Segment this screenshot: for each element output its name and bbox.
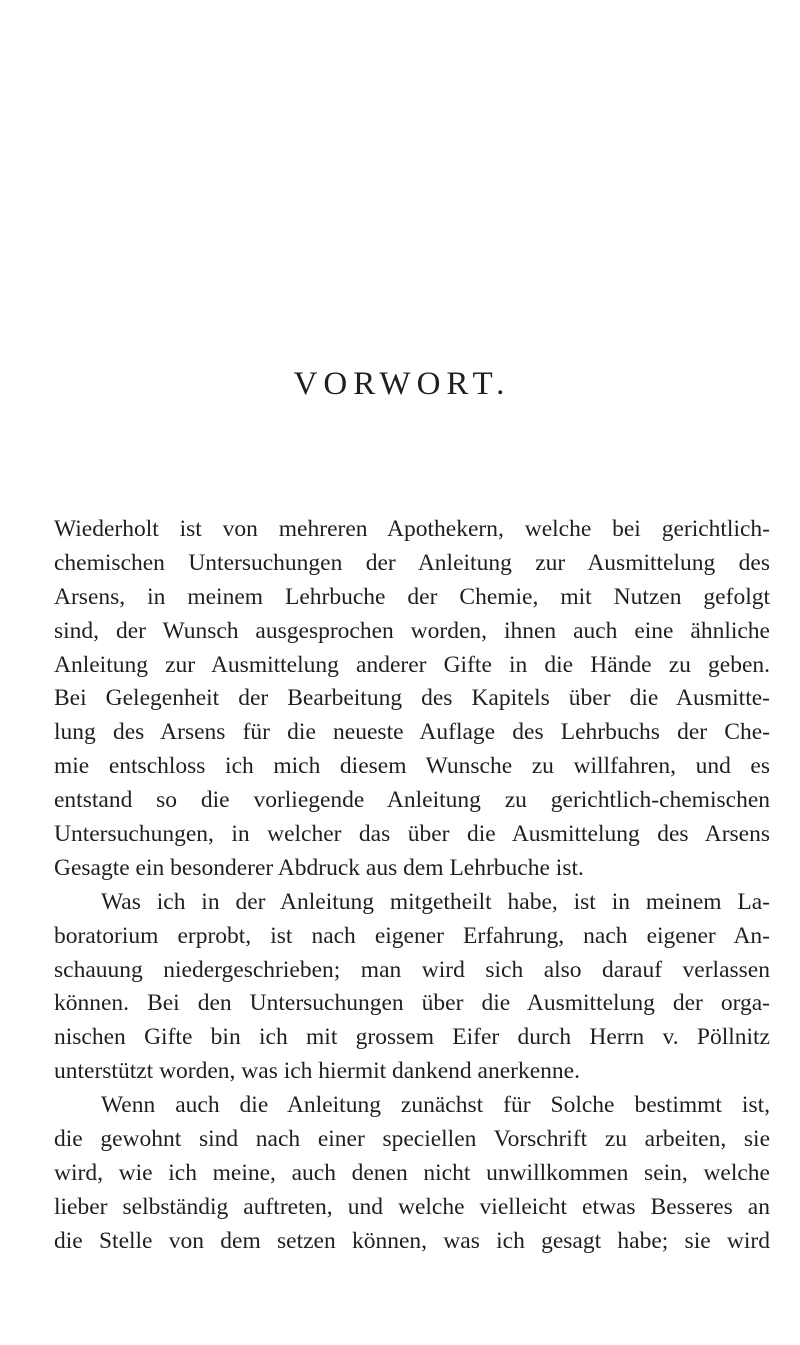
text-line: wird, wie ich meine, auch denen nicht unwillkommen sein, welche bbox=[54, 1159, 770, 1186]
text-line: lung des Arsens für die neueste Auflage des Lehrbuchs der Che- bbox=[54, 719, 770, 746]
text-line: sind, der Wunsch ausgesprochen worden, ihnen auch eine ähnliche bbox=[54, 617, 770, 644]
text-line: entstand so die vorliegende Anleitung zu gerichtlich-chemischen bbox=[54, 787, 770, 814]
text-line: Gesagte ein besonderer Abdruck aus dem Lehrbuche ist. bbox=[54, 854, 584, 881]
page-title: VORWORT. bbox=[293, 366, 511, 402]
text-line: boratorium erprobt, ist nach eigener Erfahrung, nach eigener An- bbox=[54, 922, 770, 949]
text-line: Wenn auch die Anleitung zunächst für Solche bestimmt ist, bbox=[101, 1092, 770, 1119]
text-line: lieber selbständig auftreten, und welche vielleicht etwas Besseres an bbox=[54, 1193, 770, 1220]
text-line: mie entschloss ich mich diesem Wunsche zu willfahren, und es bbox=[54, 753, 770, 780]
text-line: Wiederholt ist von mehreren Apothekern, welche bei gerichtlich- bbox=[54, 516, 770, 542]
text-line: die gewohnt sind nach einer speciellen Vorschrift zu arbeiten, sie bbox=[54, 1126, 770, 1153]
text-line: können. Bei den Untersuchungen über die Ausmittelung der orga- bbox=[54, 990, 770, 1017]
text-line: unterstützt worden, was ich hiermit dankend anerkenne. bbox=[54, 1058, 580, 1085]
text-line: nischen Gifte bin ich mit grossem Eifer durch Herrn v. Pöllnitz bbox=[54, 1024, 770, 1051]
text-line: Arsens, in meinem Lehrbuche der Chemie, mit Nutzen gefolgt bbox=[54, 583, 770, 610]
text-line: Untersuchungen, in welcher das über die Ausmittelung des Arsens bbox=[54, 821, 770, 848]
text-line: chemischen Untersuchungen der Anleitung zur Ausmittelung des bbox=[54, 549, 770, 576]
text-line: Was ich in der Anleitung mitgetheilt habe, ist in meinem La- bbox=[101, 888, 770, 915]
text-line: Anleitung zur Ausmittelung anderer Gifte in die Hände zu geben. bbox=[54, 651, 770, 678]
text-line: die Stelle von dem setzen können, was ich gesagt habe; sie wird bbox=[54, 1227, 770, 1254]
preface-text bbox=[54, 513, 770, 1259]
text-line: Bei Gelegenheit der Bearbeitung des Kapitels über die Ausmitte- bbox=[54, 685, 770, 712]
text-line: schauung niedergeschrieben; man wird sich also darauf verlassen bbox=[54, 956, 770, 983]
